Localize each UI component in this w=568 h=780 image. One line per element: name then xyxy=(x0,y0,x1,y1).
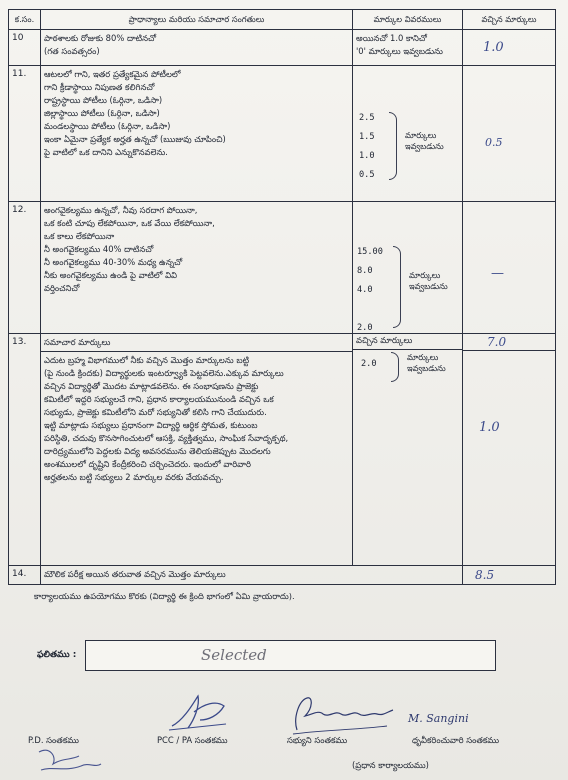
row-line: మండలస్థాయి పోటీలు (ఓర్గినా, ఒడిసా) xyxy=(44,120,171,131)
row-line: అంగవైకల్యము ఉన్నచో, నీవు సరదాగ పోయినా, xyxy=(44,204,198,215)
pcc-signature xyxy=(164,690,234,734)
header-marks-detail: మార్కుల వివరములు xyxy=(353,10,463,30)
awarded-marks: 1.0 xyxy=(479,419,500,435)
row-line: నీకు అంగవైకల్యము ఉండి పై వాటిలో వివి xyxy=(44,269,177,280)
pd-signature-label: P.D. సంతకము xyxy=(28,735,79,745)
row-number: 13. xyxy=(9,333,41,565)
row-awarded-cell xyxy=(463,201,556,333)
row-criteria xyxy=(41,65,353,201)
member-signature xyxy=(283,690,403,738)
points-value: 4.0 xyxy=(357,284,373,295)
awarded-header-marks: 7.0 xyxy=(487,334,507,349)
row-line: వచ్చిన విద్యార్థితో మొదట మాట్లాడవలెను. ఈ సంభాషణను ప్రాజెక్టు xyxy=(44,380,259,391)
brace-label-line: ఇవ్వబడును xyxy=(409,281,448,292)
awarded-marks: 0.5 xyxy=(485,135,503,149)
office-use-note: కార్యాలయము ఉపయోగము కొరకు (విద్యార్థి ఈ క్రింది భాగంలో ఏమి వ్రాయరాదు). xyxy=(34,591,295,601)
row-line: పాఠశాలకు రోజుకు 80% దాటినచో xyxy=(44,32,157,43)
row-number: 11. xyxy=(9,65,41,201)
table-row xyxy=(9,565,556,584)
table-header-row xyxy=(9,10,556,30)
row-number: 10 xyxy=(9,29,41,65)
row-line: ఒక కాలు లేకపోయినా xyxy=(44,230,115,241)
row-line: సభ్యుడు, ప్రాజెక్టు కమిటీలోని మరో సభ్యునితో కలిసి గాని చేయుదురు. xyxy=(44,406,267,417)
row-line: మౌలిక పరీక్ష అయిన తరువాత వచ్చిన మొత్తం మార్కులు xyxy=(44,568,226,579)
row-line: నీ అంగవైకల్యము 40-30% మధ్య ఉన్నచో xyxy=(44,256,183,267)
marks-table xyxy=(8,9,556,585)
pcc-signature-label: PCC / PA సంతకము xyxy=(157,735,228,745)
brace-label xyxy=(405,130,444,153)
row-awarded-cell xyxy=(463,29,556,65)
row-detail xyxy=(353,333,463,565)
verifier-signature-name: M. Sangini xyxy=(408,712,469,725)
table-row xyxy=(9,201,556,333)
row-awarded-cell xyxy=(463,65,556,201)
points-value: 2.5 xyxy=(359,112,375,123)
row-line: ఇట్టి మాట్లాడు సభ్యులు ప్రధానంగా విద్యార్థి ఆర్థిక స్తోమత, కుటుంబ xyxy=(44,419,258,430)
row-awarded-cell xyxy=(463,333,556,565)
brace-label xyxy=(407,352,446,375)
brace-label-line: ఇవ్వబడును xyxy=(405,141,444,152)
detail-line: అయినచో 1.0 కానిచో xyxy=(356,32,427,43)
row-detail xyxy=(353,201,463,333)
brace-label-line: మార్కులు xyxy=(405,129,437,140)
row-line: ఎదుట బ్రహ్మ విభాగములో నీకు వచ్చిన మొత్తం మార్కులను బట్టి xyxy=(44,354,250,365)
detail-line: '0' మార్కులు ఇవ్వబడును xyxy=(356,45,443,56)
awarded-subheader xyxy=(463,334,555,351)
points-value: 1.0 xyxy=(359,150,375,161)
brace-mark xyxy=(389,112,397,180)
row-line: (గత సంవత్సరం) xyxy=(44,45,100,56)
member-signature-label: సభ్యుని సంతకము xyxy=(287,735,348,745)
row-number: 14. xyxy=(9,565,41,584)
brace-mark xyxy=(393,246,401,328)
awarded-marks: 1.0 xyxy=(483,39,504,55)
row-criteria xyxy=(41,29,353,65)
row-line: పై వాటిలో ఒక దానిని ఎన్నుకొనవలెను. xyxy=(44,146,168,157)
brace-mark xyxy=(391,352,399,382)
table-row xyxy=(9,29,556,65)
row-line: అంశములలో దృష్టిని కేంద్రీకరించి చర్చించెదరు. ఇందులో వారివారి xyxy=(44,458,251,469)
row-line: వర్తించనిచో xyxy=(44,282,80,293)
row-number: 12. xyxy=(9,201,41,333)
row-detail xyxy=(353,29,463,65)
detail-subheader: వచ్చిన మార్కులు xyxy=(353,334,462,350)
brace-label-line: ఇవ్వబడును xyxy=(407,363,446,374)
points-value: 2.0 xyxy=(357,322,373,333)
row-criteria xyxy=(41,201,353,333)
table-row xyxy=(9,333,556,565)
awarded-marks: — xyxy=(491,265,504,281)
row-awarded-cell xyxy=(463,565,556,584)
row-line: సమాచార మార్కులు xyxy=(41,336,352,352)
row-line: ఆటలలో గాని, ఇతర ప్రత్యేకమైన పోటీలలో xyxy=(44,68,181,79)
row-line: అర్హతలను బట్టి సభ్యులు 2 మార్కుల వరకు వేయవచ్చు. xyxy=(44,471,224,482)
verifier-signature-label: ధృవీకరించువారి సంతకము xyxy=(412,735,500,745)
brace-label-line: మార్కులు xyxy=(409,269,441,280)
row-line: దారిద్ర్యములోని పెద్దలకు విద్య అవసరమును తెలియజెప్పుట మొదలగు xyxy=(44,445,271,456)
brace-label xyxy=(409,270,448,293)
header-criteria: ప్రాధాన్యాలు మరియు సమాచార సంగతులు xyxy=(41,10,353,30)
row-line: (పై నుండి క్రిందకు) విద్యార్థులకు ఇంటర్వ్యూకి పెట్టవలెను.ఎక్కువ మార్కులు xyxy=(44,367,284,378)
row-line: గాని క్రీడాస్థాయి నిపుణత కలిగినచో xyxy=(44,81,155,92)
points-value: 15.00 xyxy=(357,246,383,257)
row-line: రాష్ట్రస్థాయి పోటీలు (ఓర్గినా, ఒడిసా) xyxy=(44,94,163,105)
row-line: ఒక కంటి చూపు లేకపోయినా, ఒక వేయి లేకపోయినా, xyxy=(44,217,215,228)
points-value: 8.0 xyxy=(357,265,373,276)
row-criteria xyxy=(41,565,463,584)
row-line: నీ అంగవైకల్యము 40% దాటినచో xyxy=(44,243,154,254)
result-value: Selected xyxy=(201,646,267,664)
awarded-marks: 8.5 xyxy=(475,567,495,582)
points-value: 2.0 xyxy=(361,358,377,369)
row-line: ఇంకా ఏమైనా ప్రత్యేక అర్హత ఉన్నచో (ఋజువు చూపించి) xyxy=(44,133,226,144)
header-serial: క.సం. xyxy=(9,10,41,30)
points-value: 1.5 xyxy=(359,131,375,142)
row-line: పరిస్థితి, చదువు కొనసాగించుటలో ఆసక్తి, వ్యక్తిత్వము, సాంఘిక సేవాదృక్పథ, xyxy=(44,432,289,443)
row-line: జిల్లాస్థాయి పోటీలు (ఓర్గినా, ఒడిసా) xyxy=(44,107,160,118)
result-field[interactable] xyxy=(85,640,496,671)
table-row xyxy=(9,65,556,201)
row-detail xyxy=(353,65,463,201)
headquarters-label: (ప్రధాన కార్యాలయము) xyxy=(352,760,429,770)
row-line: కమిటీలో ఇద్దరి సభ్యులచే గాని, ప్రధాన కార్యాలయమునుండి వచ్చిన ఒక xyxy=(44,393,274,404)
result-label: ఫలితము : xyxy=(37,650,77,660)
row-criteria xyxy=(41,333,353,565)
brace-label-line: మార్కులు xyxy=(407,351,439,362)
points-value: 0.5 xyxy=(359,169,375,180)
header-marks-awarded: వచ్చిన మార్కులు xyxy=(463,10,556,30)
